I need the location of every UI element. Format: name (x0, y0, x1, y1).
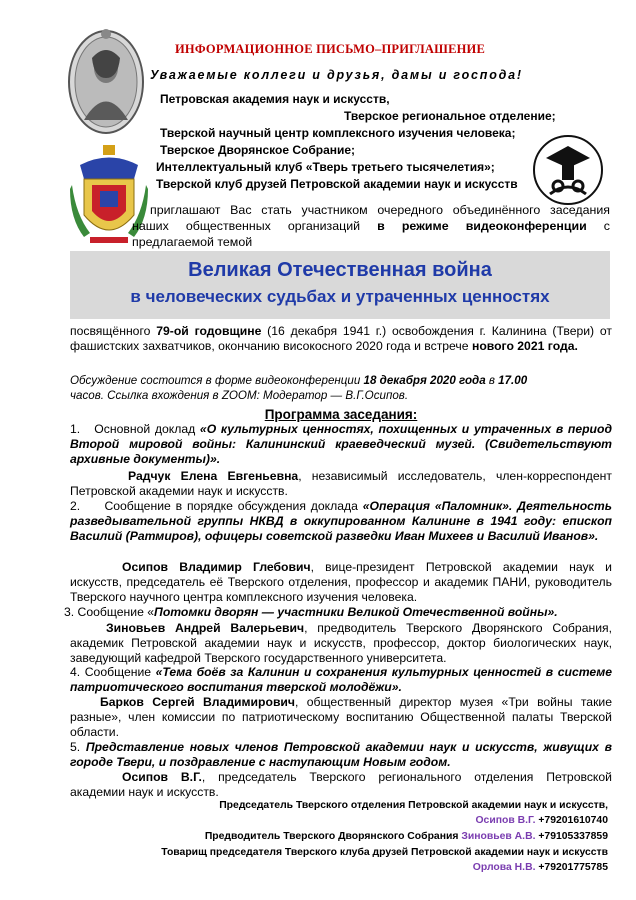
program-speaker-3: Зиновьев Андрей Валерьевич, предводитель Тверского Дворянского Собрания, академик Петровской академии наук и искусств, профессор, доктор биологических наук, заведующий кафедрой Тверского государственного университета. (70, 621, 612, 665)
org-noble-assembly: Тверское Дворянское Собрание; (160, 143, 356, 157)
program-speaker-1: Радчук Елена Евгеньевна, независимый исследователь, член-корреспондент Петровской академии наук и искусств. (70, 469, 612, 498)
signature-chair-contact: Осипов В.Г. +79201610740 (475, 815, 608, 826)
theme-banner (70, 251, 610, 319)
signature-chair-title: Председатель Тверского отделения Петровской академии наук и искусств, (219, 800, 608, 811)
theme-title: Великая Отечественная война (188, 259, 492, 281)
program-item-5: 5. Представление новых членов Петровской академии наук и искусств, живущих в городе Твери, и поздравление с наступающим Новым годом. (70, 740, 612, 769)
program-item-4: 4. Сообщение «Тема боёв за Калинин и сохранения культурных ценностей в системе патриотического воспитания тверской молодёжи». (70, 665, 612, 694)
invitation-paragraph: приглашают Вас стать участником очередного объединённого заседания наших общественных организаций в режиме видеоконференции с предлагаемой темой (132, 203, 610, 249)
org-science-center: Тверской научный центр комплексного изучения человека; (160, 126, 516, 140)
letter-title: ИНФОРМАЦИОННОЕ ПИСЬМО–ПРИГЛАШЕНИЕ (174, 42, 486, 56)
program-title: Программа заседания: (264, 407, 418, 422)
signature-deputy-contact: Орлова Н.В. +79201775785 (472, 862, 608, 873)
signature-deputy-title: Товарищ председателя Тверского клуба друзей Петровской академии наук и искусств (161, 847, 608, 858)
meeting-info: Обсуждение состоится в форме видеоконференции 18 декабря 2020 года в 17.00 часов. Ссылка вхождения в ZOOM: Модератор — В.Г.Осипов. (70, 374, 528, 402)
program-speaker-4: Барков Сергей Владимирович, общественный директор музея «Три войны такие разные», член комиссии по патриотическому воспитанию Общественной палаты Тверской области. (70, 695, 613, 739)
signature-leader: Предводитель Тверского Дворянского Собрания Зиновьев А.В. +79105337859 (204, 831, 608, 842)
greeting: Уважаемые коллеги и друзья, дамы и господа! (150, 68, 523, 82)
org-intellectual-club: Интеллектуальный клуб «Тверь третьего тысячелетия»; (156, 160, 495, 174)
program-speaker-5: Осипов В.Г., председатель Тверского регионального отделения Петровской академии наук и искусств. (70, 770, 612, 799)
org-academy: Петровская академия наук и искусств, (160, 92, 390, 106)
theme-subtitle: в человеческих судьбах и утраченных ценностях (130, 287, 550, 306)
program-item-2: 2. Сообщение в порядке обсуждения доклада «Операция «Паломник». Деятельность разведывательной группы НКВД в оккупированном Калинине в 1941 году: епископ Василий (Ратмиров), офицеры советской разведки Иван Михеев и Василий Иванов». (70, 499, 613, 543)
dedication-paragraph: посвящённого 79-ой годовщине (16 декабря 1941 г.) освобождения г. Калинина (Твери) от фашистских захватчиков, окончанию високосного 2020 года и встрече нового 2021 года. (70, 324, 613, 353)
program-item-1: 1. Основной доклад «О культурных ценностях, похищенных и утраченных в период Второй мировой войны: Калининский краеведческий музей. (Свидетельствуют архивные документы)». (70, 422, 612, 466)
org-regional: Тверское региональное отделение; (344, 109, 556, 123)
org-friends-club: Тверской клуб друзей Петровской академии наук и искусств (156, 177, 518, 191)
club-emblem-icon (532, 134, 604, 206)
program-item-3: 3. Сообщение «Потомки дворян — участники Великой Отечественной войны». (64, 605, 558, 619)
program-speaker-2: Осипов Владимир Глебович, вице-президент Петровской академии наук и искусств, председатель её Тверского отделения, профессор и академик ПАНИ, руководитель Тверского научного центра комплексного изучения человека. (70, 560, 612, 604)
